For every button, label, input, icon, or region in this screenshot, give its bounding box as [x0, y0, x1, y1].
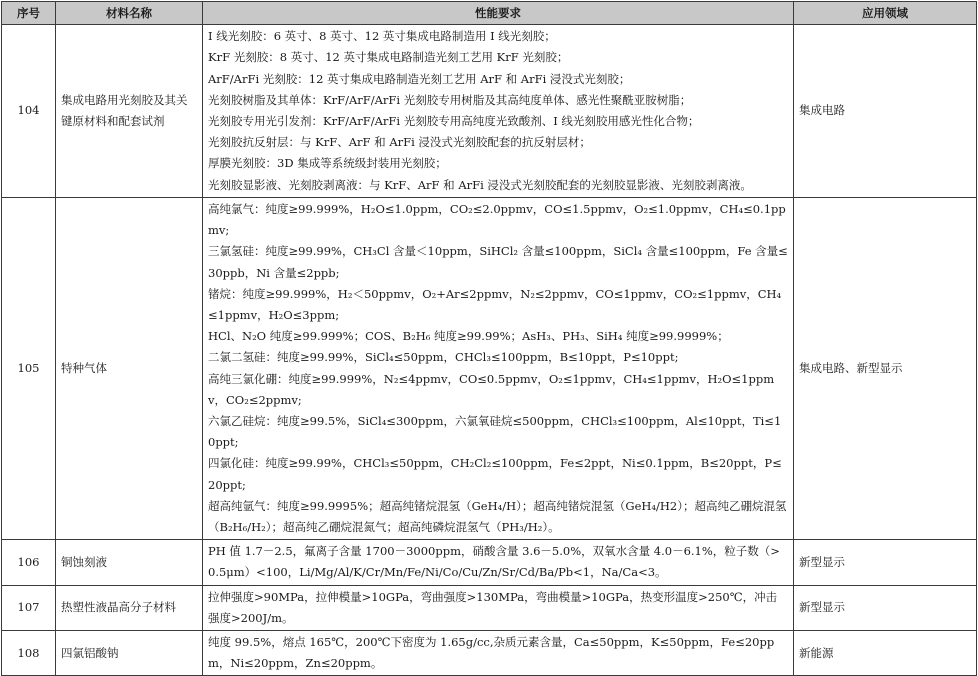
performance-line: PH 值 1.7－2.5，氟离子含量 1700－3000ppm，硝酸含量 3.6－5.0%，双氧水含量 4.0－6.1%，粒子数（>0.5μm）<100，Li/Mg/Al/K/Cr/Mn/Fe/Ni/Co/Cu/Zn/Sr/Cd/Ba/Pb<1，Na/Ca<3。: [208, 544, 780, 580]
material-name: 热塑性液晶高分子材料: [56, 585, 203, 630]
performance-line: 超高纯氩气：纯度≥99.9995%；超高纯锗烷混氢（GeH₄/H）；超高纯锗烷混氢（GeH₄/H2）；超高纯乙硼烷混氢（B₂H₆/H₂）；超高纯乙硼烷混氮气；超高纯磷烷混氢气（PH₃/H₂）。: [208, 498, 787, 535]
performance-line: KrF 光刻胶：8 英寸、12 英寸集成电路制造光刻工艺用 KrF 光刻胶；: [208, 50, 569, 65]
table-row: [2, 540, 977, 585]
performance-line: 纯度 99.5%，熔点 165℃，200℃下密度为 1.65g/cc,杂质元素含量，Ca≤50ppm，K≤50ppm，Fe≤20ppm，Ni≤20ppm，Zn≤20ppm。: [208, 635, 775, 671]
application-field: 新型显示: [794, 540, 977, 585]
table-row: [2, 198, 977, 540]
row-number: 105: [2, 198, 56, 540]
materials-table: [1, 1, 977, 676]
performance-line: 高纯氯气：纯度≥99.999%，H₂O≤1.0ppm，CO₂≤2.0ppmv，CO≤1.5ppmv，O₂≤1.0ppmv，CH₄≤0.1ppmv;: [208, 202, 786, 238]
performance-line: 锗烷：纯度≥99.999%，H₂＜50ppmv，O₂+Ar≤2ppmv，N₂≤2ppmv，CO≤1ppmv，CO₂≤1ppmv，CH₄≤1ppmv，H₂O≤3ppm;: [208, 286, 782, 323]
material-name: 集成电路用光刻胶及其关键原材料和配套试剂: [56, 25, 203, 198]
header-row: [2, 2, 977, 25]
performance-line: ArF/ArFi 光刻胶：12 英寸集成电路制造光刻工艺用 ArF 和 ArFi 浸没式光刻胶；: [208, 71, 631, 86]
material-name: 铜蚀刻液: [56, 540, 203, 585]
performance-line: 高纯三氯化硼：纯度≥99.999%，N₂≤4ppmv，CO≤0.5ppmv，O₂≤1ppmv，CH₄≤1ppmv，H₂O≤1ppmv，CO₂≤2ppmv;: [208, 371, 775, 407]
performance-line: 光刻胶专用光引发剂：KrF/ArF/ArFi 光刻胶专用高纯度光致酸剂、I 线光刻胶用感光性化合物；: [208, 114, 700, 128]
header-application: 应用领域: [794, 2, 977, 25]
material-name: 特种气体: [56, 198, 203, 540]
performance-line: 四氯化硅：纯度≥99.99%，CHCl₃≤50ppm，CH₂Cl₂≤100ppm，Fe≤2ppt，Ni≤0.1ppm，B≤20ppt，P≤20ppt;: [208, 456, 782, 492]
performance-line: 光刻胶树脂及其单体：KrF/ArF/ArFi 光刻胶专用树脂及其高纯度单体、感光性聚酰亚胺树脂；: [208, 92, 692, 107]
performance-cell: [203, 585, 794, 630]
application-field: 集成电路: [794, 25, 977, 198]
header-name: 材料名称: [56, 2, 203, 25]
performance-line: 三氯氢硅：纯度≥99.99%，CH₃Cl 含量＜10ppm，SiHCl₂ 含量≤100ppm，SiCl₄ 含量≤100ppm，Fe 含量≤30ppb，Ni 含量≤2ppb;: [208, 244, 788, 280]
material-name: 四氯铝酸钠: [56, 631, 203, 676]
application-field: 新能源: [794, 631, 977, 676]
header-no: 序号: [2, 2, 56, 25]
row-number: 104: [2, 25, 56, 198]
performance-line: 厚膜光刻胶：3D 集成等系统级封装用光刻胶；: [208, 156, 447, 171]
performance-line: I 线光刻胶：6 英寸、8 英寸、12 英寸集成电路制造用 I 线光刻胶；: [208, 29, 556, 44]
table-row: [2, 585, 977, 630]
performance-line: HCl、N₂O 纯度≥99.999%；COS、B₂H₆ 纯度≥99.99%；AsH₃、PH₃、SiH₄ 纯度≥99.9999%；: [208, 329, 729, 344]
table-row: [2, 631, 977, 676]
performance-cell: [203, 631, 794, 676]
performance-line: 拉伸强度>90MPa，拉伸模量>10GPa，弯曲强度>130MPa，弯曲模量>10GPa，热变形温度>250℃，冲击强度>200J/m。: [208, 589, 778, 625]
row-number: 107: [2, 585, 56, 630]
performance-line: 二氯二氢硅：纯度≥99.99%，SiCl₄≤50ppm，CHCl₃≤100ppm，B≤10ppt，P≤10ppt;: [208, 350, 679, 365]
application-field: 新型显示: [794, 585, 977, 630]
table-row: [2, 25, 977, 198]
performance-cell: [203, 540, 794, 585]
application-field: 集成电路、新型显示: [794, 198, 977, 540]
header-performance: 性能要求: [203, 2, 794, 25]
row-number: 108: [2, 631, 56, 676]
performance-cell: [203, 25, 794, 198]
performance-line: 六氯乙硅烷：纯度≥99.5%，SiCl₄≤300ppm，六氯氧硅烷≤500ppm，CHCl₃≤100ppm，Al≤10ppt，Ti≤10ppt;: [208, 414, 782, 450]
performance-line: 光刻胶显影液、光刻胶剥离液：与 KrF、ArF 和 ArFi 浸没式光刻胶配套的光刻胶显影液、光刻胶剥离液。: [208, 177, 752, 192]
performance-line: 光刻胶抗反射层：与 KrF、ArF 和 ArFi 浸没式光刻胶配套的抗反射层材；: [208, 135, 591, 150]
performance-cell: [203, 198, 794, 540]
row-number: 106: [2, 540, 56, 585]
